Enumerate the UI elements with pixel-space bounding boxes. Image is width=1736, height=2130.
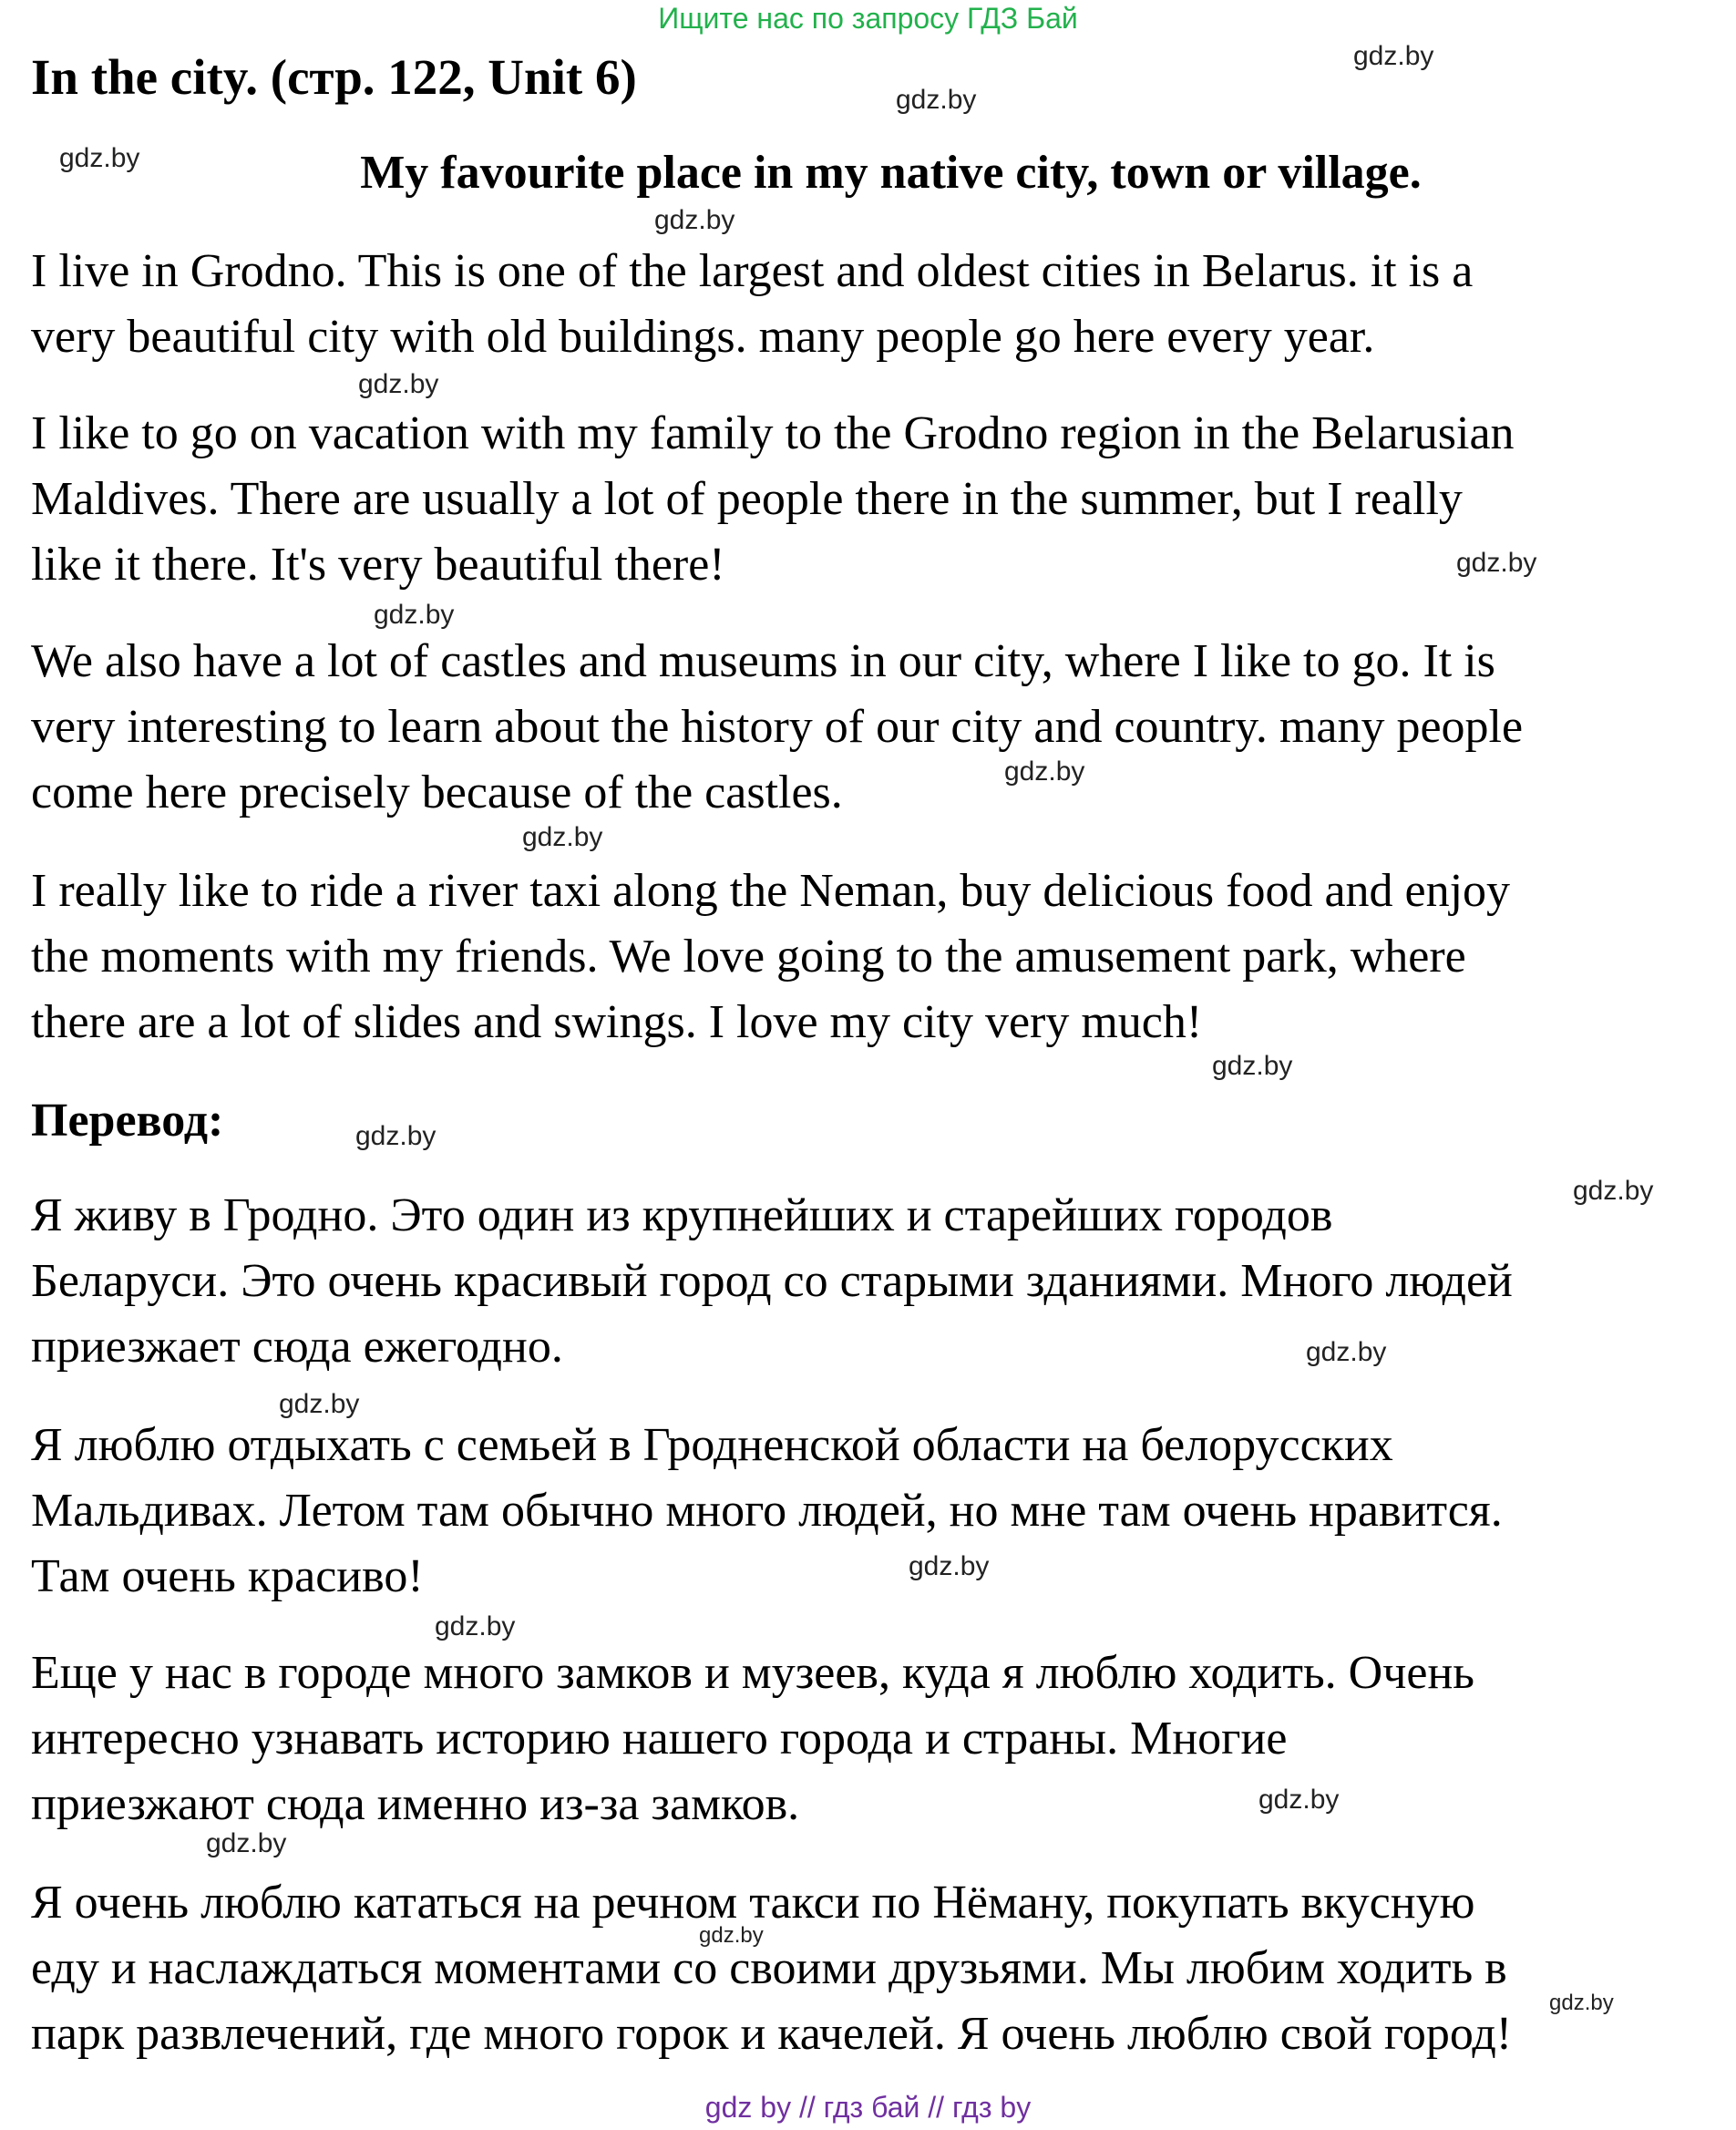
english-paragraph-2: I like to go on vacation with my family to the Grodno region in the Belarusian Maldives. There are usually a lot of people there in the summer, but I really like it there. It's very beautiful there! <box>31 407 1515 591</box>
watermark: gdz.by <box>699 1923 764 1948</box>
watermark: gdz.by <box>435 1611 516 1641</box>
watermark: gdz.by <box>1258 1785 1340 1815</box>
top-banner-link[interactable]: Ищите нас по запросу ГДЗ Бай <box>658 2 1078 35</box>
russian-paragraph-2: Я люблю отдыхать с семьей в Гродненской области на белорусских Мальдивах. Летом там обычно много людей, но мне там очень нравится. Там очень красиво! <box>31 1419 1503 1602</box>
translation-heading: Перевод: <box>31 1095 224 1147</box>
essay-subtitle: My favourite place in my native city, town or village. <box>360 147 1422 199</box>
watermark: gdz.by <box>909 1551 990 1581</box>
watermark: gdz.by <box>654 205 735 235</box>
english-paragraph-3: We also have a lot of castles and museums in our city, where I like to go. It is very interesting to learn about the history of our city and country. many people come here precisely because of the castles. <box>31 635 1524 818</box>
watermark: gdz.by <box>522 822 603 852</box>
watermark: gdz.by <box>1573 1176 1654 1206</box>
page-title: In the city. (стр. 122, Unit 6) <box>31 49 637 105</box>
watermark: gdz.by <box>1456 548 1537 578</box>
bottom-banner-link[interactable]: gdz by // гдз бай // гдз by <box>704 2091 1032 2124</box>
watermark: gdz.by <box>1549 1991 1614 2015</box>
watermark: gdz.by <box>358 369 439 399</box>
watermark: gdz.by <box>1004 756 1085 787</box>
english-paragraph-1: I live in Grodno. This is one of the largest and oldest cities in Belarus. it is a very beautiful city with old buildings. many people go here every year. <box>31 245 1474 363</box>
watermark: gdz.by <box>1212 1051 1293 1081</box>
watermark: gdz.by <box>355 1121 437 1151</box>
watermark: gdz.by <box>374 600 455 630</box>
watermark: gdz.by <box>206 1828 287 1858</box>
english-paragraph-4: I really like to ride a river taxi along the Neman, buy delicious food and enjoy the moments with my friends. We love going to the amusement park, where there are a lot of slides and swings. I love my city very much! <box>31 865 1511 1048</box>
russian-paragraph-4: Я очень люблю кататься на речном такси по Нёману, покупать вкусную еду и наслаждаться моментами со своими друзьями. Мы любим ходить в парк развлечений, где много горок и качелей. Я очень люблю свой город! <box>31 1877 1513 2060</box>
watermark: gdz.by <box>59 143 140 173</box>
russian-paragraph-1: Я живу в Гродно. Это один из крупнейших и старейших городов Беларуси. Это очень красивый город со старыми зданиями. Много людей приезжает сюда ежегодно. <box>31 1189 1513 1373</box>
watermark: gdz.by <box>1353 41 1434 71</box>
watermark: gdz.by <box>279 1389 360 1419</box>
watermark: gdz.by <box>1306 1337 1387 1367</box>
watermark: gdz.by <box>896 85 977 115</box>
russian-paragraph-3: Еще у нас в городе много замков и музеев, куда я люблю ходить. Очень интересно узнавать историю нашего города и страны. Многие приезжают сюда именно из-за замков. <box>31 1647 1474 1830</box>
